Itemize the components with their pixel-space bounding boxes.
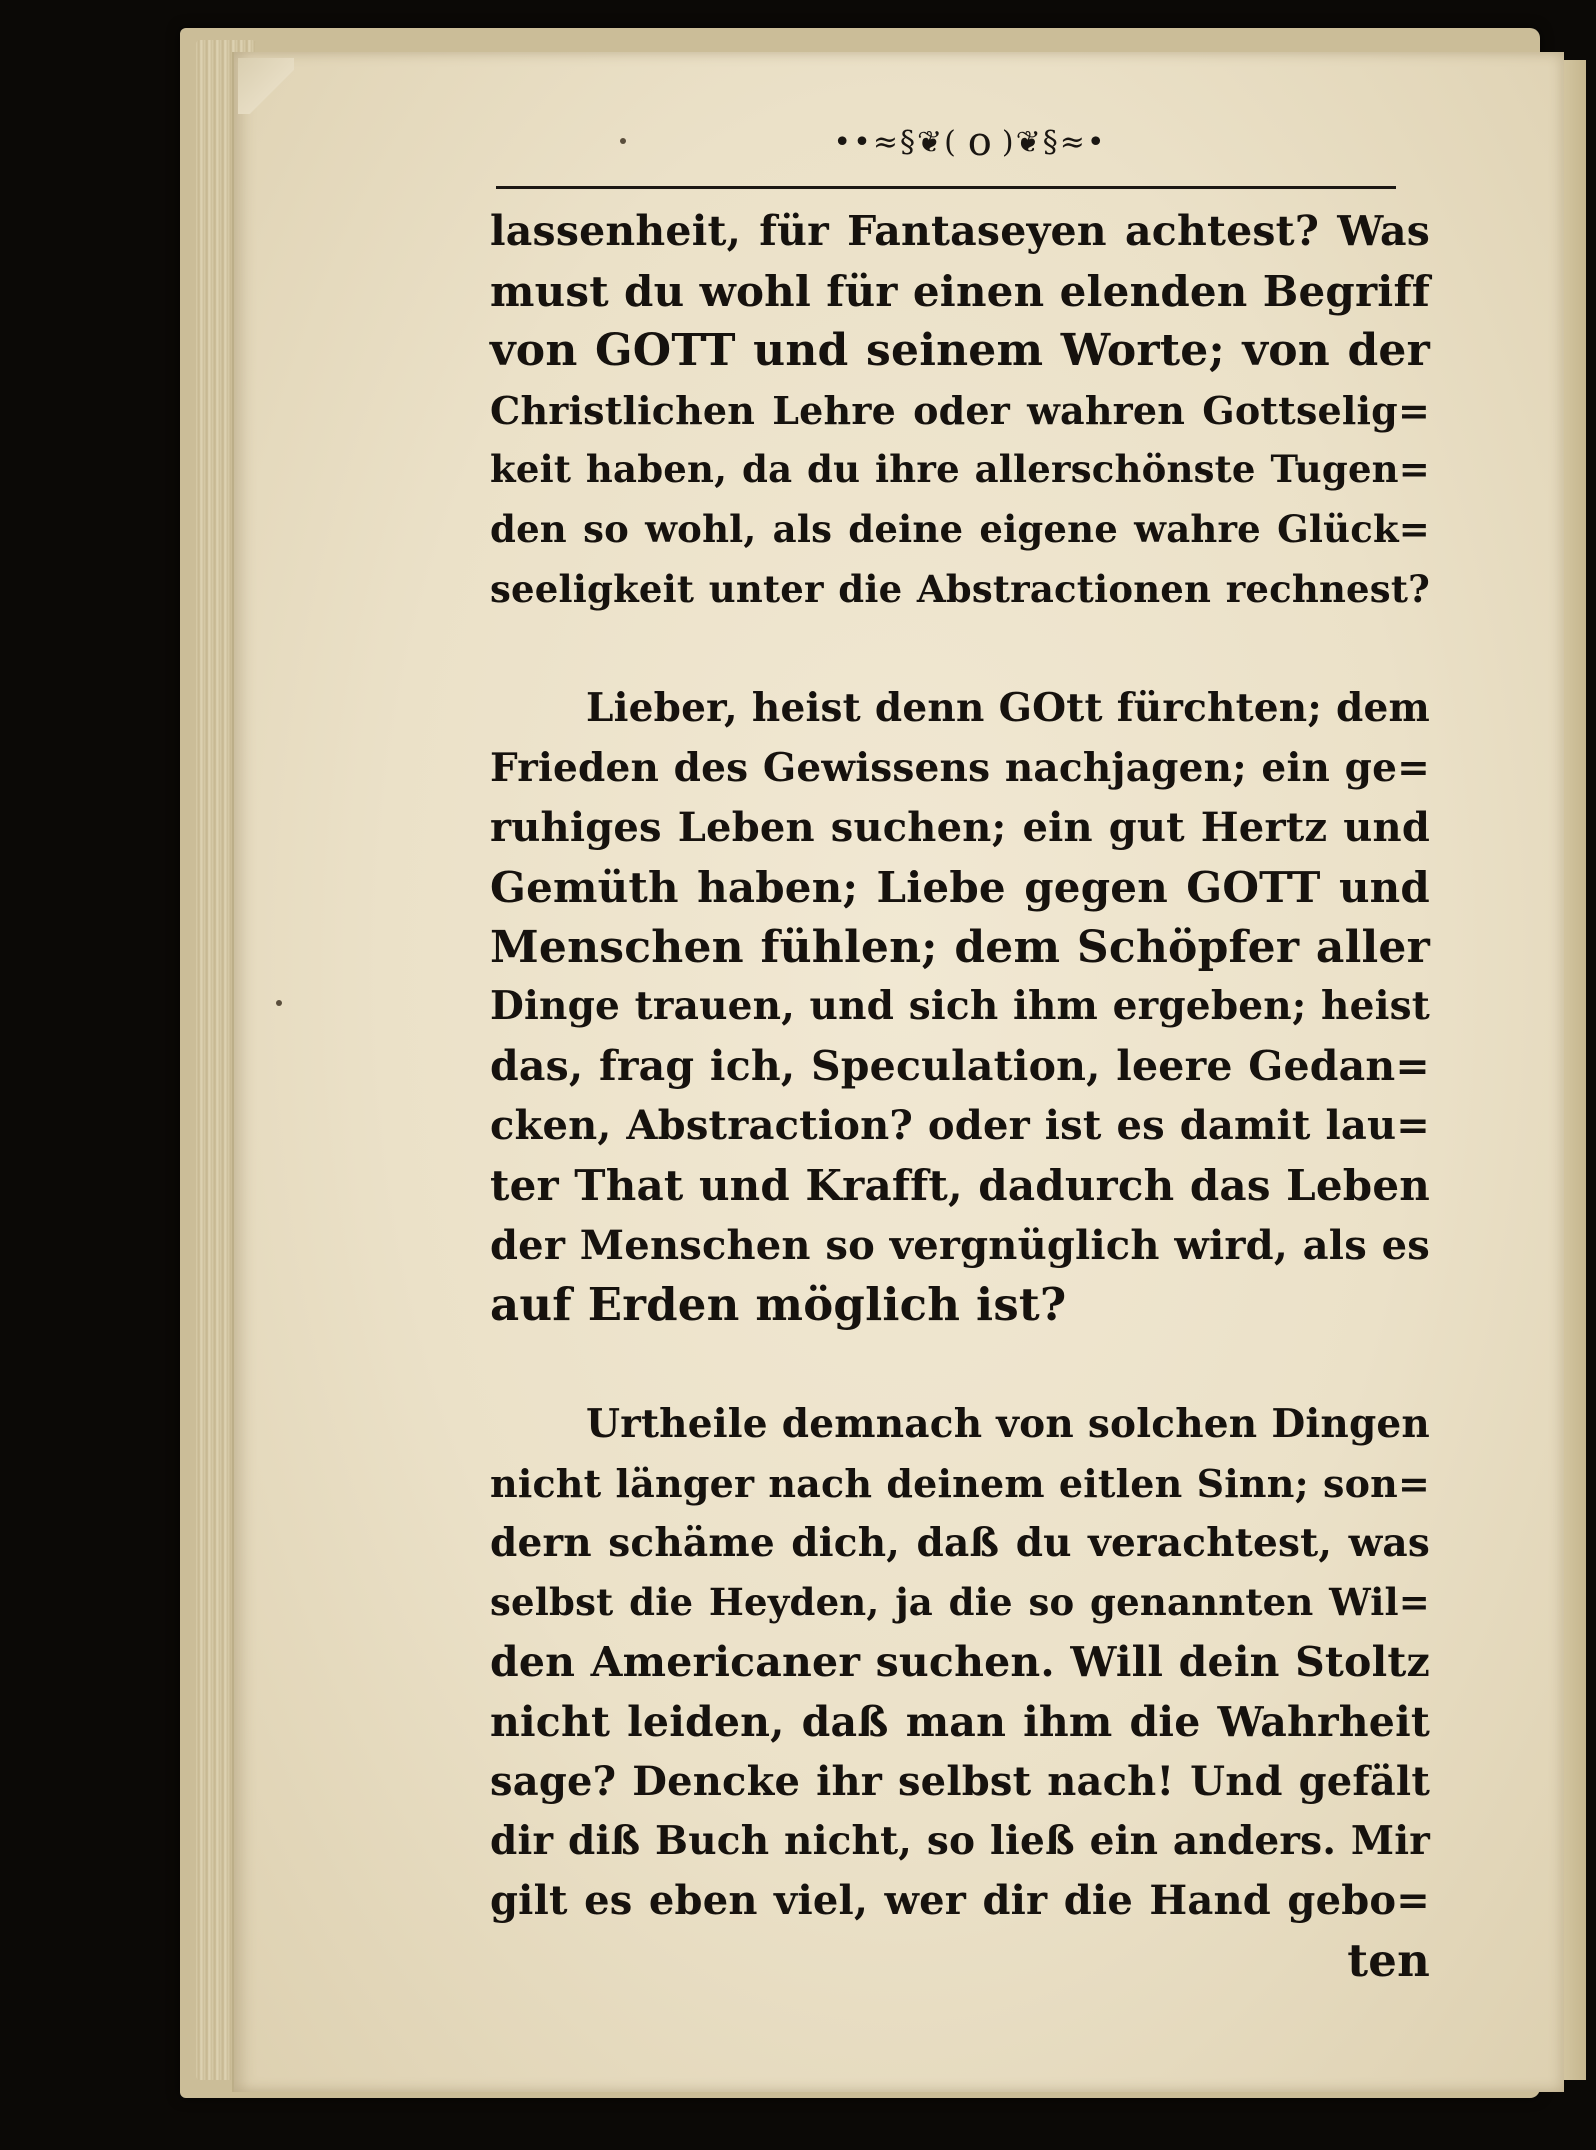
catchword: ten bbox=[1347, 1934, 1430, 1988]
header-rule bbox=[496, 186, 1396, 189]
text-line: das, frag ich, Speculation, leere Gedan= bbox=[490, 1041, 1430, 1090]
text-line: Frieden des Gewissens nachjagen; ein ge= bbox=[490, 744, 1430, 791]
text-line: dir diß Buch nicht, so ließ ein anders. Mir bbox=[490, 1817, 1430, 1864]
body-text bbox=[490, 202, 1430, 1991]
text-line: Gemüth haben; Liebe gegen GOTT und bbox=[490, 862, 1430, 912]
text-line: auf Erden möglich ist? bbox=[490, 1278, 1067, 1332]
text-line: lassenheit, für Fantaseyen achtest? Was bbox=[490, 207, 1430, 255]
text-line: den so wohl, als deine eigene wahre Glück= bbox=[490, 506, 1430, 551]
paragraph-1 bbox=[490, 202, 1430, 619]
text-line: Christlichen Lehre oder wahren Gottselig= bbox=[490, 387, 1430, 433]
text-line: keit haben, da du ihre allerschönste Tugen= bbox=[490, 447, 1430, 492]
text-line: selbst die Heyden, ja die so genannten Wil= bbox=[490, 1580, 1430, 1625]
paragraph-2 bbox=[490, 679, 1430, 1335]
header-ornament-right: )❦§≈• bbox=[1001, 124, 1107, 160]
ink-speck bbox=[276, 1000, 282, 1006]
text-line: cken, Abstraction? oder ist es damit lau= bbox=[490, 1102, 1430, 1150]
text-line: ruhiges Leben suchen; ein gut Hertz und bbox=[490, 804, 1430, 852]
text-line: Lieber, heist denn GOtt fürchten; dem bbox=[586, 685, 1430, 732]
text-line: gilt es eben viel, wer dir die Hand gebo= bbox=[490, 1877, 1430, 1925]
text-line: nicht leiden, daß man ihm die Wahrheit bbox=[490, 1697, 1430, 1746]
paragraph-gap bbox=[490, 1335, 1430, 1395]
page-number: o bbox=[967, 119, 992, 165]
text-line: Dinge trauen, und sich ihm ergeben; heist bbox=[490, 983, 1430, 1030]
page-fold-corner bbox=[238, 58, 294, 114]
header-ornament-left: ••≈§❦( bbox=[833, 124, 958, 160]
ink-speck bbox=[620, 138, 626, 144]
text-line: dern schäme dich, daß du verachtest, was bbox=[490, 1519, 1430, 1566]
text-line: Urtheile demnach von solchen Dingen bbox=[586, 1400, 1430, 1447]
text-line: sage? Dencke ihr selbst nach! Und gefält bbox=[490, 1758, 1430, 1806]
text-line: den Americaner suchen. Will dein Stoltz bbox=[490, 1638, 1430, 1687]
text-line: der Menschen so vergnüglich wird, als es bbox=[490, 1221, 1430, 1269]
text-line: ter That und Krafft, dadurch das Leben bbox=[490, 1160, 1430, 1210]
text-line: von GOTT und seinem Worte; von der bbox=[490, 325, 1430, 377]
paragraph-3 bbox=[490, 1395, 1430, 1931]
text-line: must du wohl für einen elenden Begriff bbox=[490, 266, 1430, 316]
text-line: seeligkeit unter die Abstractionen rechnest? bbox=[490, 566, 1430, 611]
text-line: nicht länger nach deinem eitlen Sinn; son= bbox=[490, 1461, 1430, 1507]
paragraph-gap bbox=[490, 619, 1430, 679]
page-header bbox=[800, 112, 1140, 172]
text-line: Menschen fühlen; dem Schöpfer aller bbox=[490, 921, 1430, 973]
